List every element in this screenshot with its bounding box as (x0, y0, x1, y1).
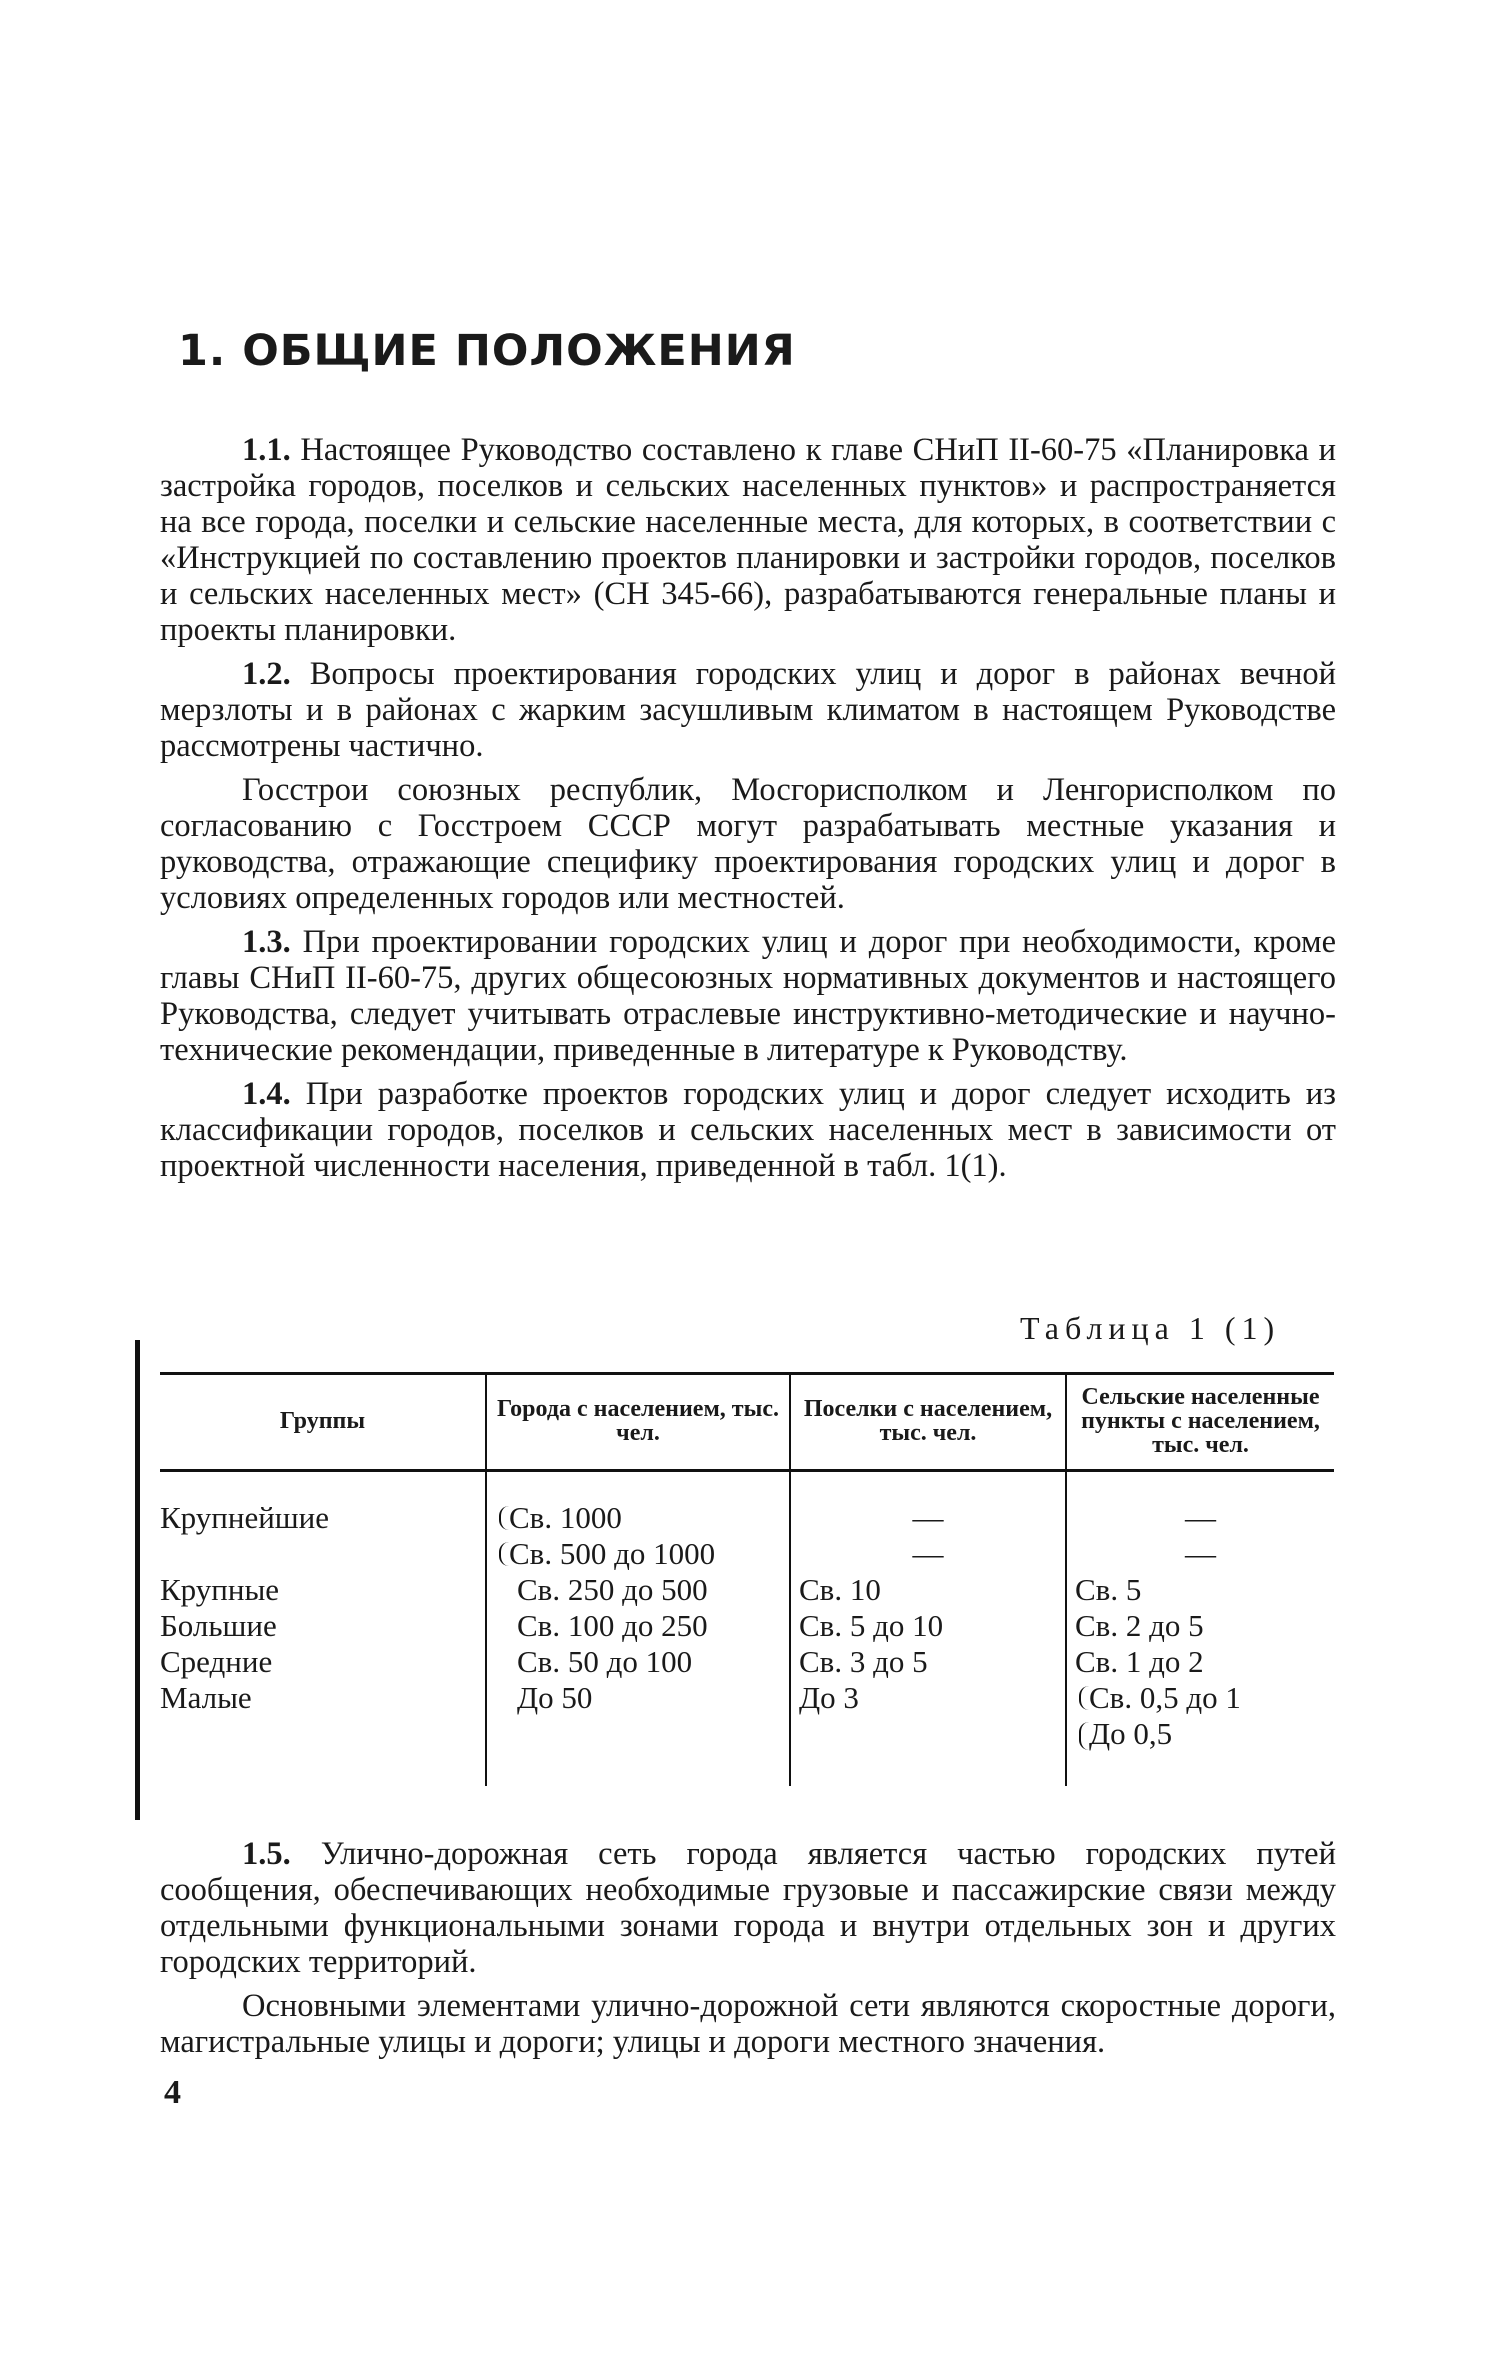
table-cell: — (790, 1471, 1066, 1537)
table-cell (790, 1716, 1066, 1786)
table-row (160, 1680, 1334, 1716)
paragraph-1-5 (160, 1836, 1336, 1980)
section-heading: 1. ОБЩИЕ ПОЛОЖЕНИЯ (178, 326, 796, 376)
table-left-border (135, 1340, 140, 1820)
table-cell: Крупнейшие (160, 1500, 330, 1535)
paragraph-number: 1.5. (242, 1836, 291, 1872)
table-row (160, 1572, 1334, 1608)
paragraph-text: При разработке проектов городских улиц и дорог следует исходить из классификации городов, поселков и сельских населенных мест в зависимости от проектной численности населения, приведенной в табл. 1(1). (160, 1076, 1336, 1184)
table-row (160, 1471, 1334, 1537)
paragraph-text: Основными элементами улично-дорожной сети являются скоростные дороги, магистральные улицы и дороги; улицы и дороги местного значения. (160, 1988, 1336, 2060)
table-cell: — (1066, 1536, 1334, 1572)
page-number: 4 (164, 2074, 181, 2111)
paragraph-1-3 (160, 924, 1336, 1068)
header-rural: Сельские населенные пункты с населением, тыс. чел. (1066, 1374, 1334, 1471)
paragraph-gosstroi (160, 772, 1336, 916)
table-header-row (160, 1374, 1334, 1471)
table-cell: До 50 (486, 1680, 790, 1716)
table-row (160, 1716, 1334, 1786)
paragraph-text: При проектировании городских улиц и дорог при необходимости, кроме главы СНиП II-60-75, других общесоюзных нормативных документов и настоящего Руководства, следует учитывать отраслевые инструктивно-методические и научно-технические рекомендации, приведенные в литературе к Руководству. (160, 924, 1336, 1068)
table-row (160, 1644, 1334, 1680)
paragraph-text: Госстрои союзных республик, Мосгорисполком и Ленгорисполком по согласованию с Госстроем СССР могут разрабатывать местные указания и руководства, отражающие специфику проектирования городских улиц и дорог в условиях определенных городов или местностей. (160, 772, 1336, 916)
table-cell: Крупные (160, 1572, 280, 1607)
table-cell: Малые (160, 1680, 252, 1715)
table-cell (160, 1716, 486, 1786)
table-cell: Св. 5 до 10 (790, 1608, 1066, 1644)
table-cell: Св. 1 до 2 (1066, 1644, 1334, 1680)
header-settlements: Поселки с населением, тыс. чел. (790, 1374, 1066, 1471)
header-groups: Группы (160, 1374, 486, 1471)
body-text-top (160, 432, 1336, 1192)
table-cell (486, 1716, 790, 1786)
table-cell: Св. 250 до 500 (486, 1572, 790, 1608)
paragraph-elements (160, 1988, 1336, 2060)
table-cell: — (790, 1536, 1066, 1572)
paragraph-number: 1.2. (242, 656, 291, 692)
table-cell: Св. 0,5 до 1 (1066, 1680, 1334, 1716)
table-cell: Св. 1000 (486, 1471, 790, 1537)
table-cell: Большие (160, 1608, 277, 1643)
paragraph-number: 1.4. (242, 1076, 291, 1112)
paragraph-text: Улично-дорожная сеть города является частью городских путей сообщения, обеспечивающих необходимые грузовые и пассажирские связи между отдельными функциональными зонами города и внутри отдельных зон и других городских территорий. (160, 1836, 1336, 1980)
table-cell: Св. 5 (1066, 1572, 1334, 1608)
table-cell: Св. 2 до 5 (1066, 1608, 1334, 1644)
table-cell: Средние (160, 1644, 273, 1679)
paragraph-number: 1.1. (242, 432, 291, 468)
classification-table (160, 1372, 1334, 1786)
body-text-bottom (160, 1836, 1336, 2068)
table-cell: До 3 (790, 1680, 1066, 1716)
paragraph-number: 1.3. (242, 924, 291, 960)
table-cell: Св. 100 до 250 (486, 1608, 790, 1644)
paragraph-1-4 (160, 1076, 1336, 1184)
table-row (160, 1608, 1334, 1644)
table-caption: Таблица 1 (1) (1020, 1310, 1281, 1346)
table-cell (160, 1536, 486, 1572)
table-cell: Св. 50 до 100 (486, 1644, 790, 1680)
table-cell: — (1066, 1471, 1334, 1537)
paragraph-1-2 (160, 656, 1336, 764)
paragraph-1-1 (160, 432, 1336, 648)
header-cities: Города с населением, тыс. чел. (486, 1374, 790, 1471)
table-cell: До 0,5 (1066, 1716, 1334, 1786)
table-cell: Св. 10 (790, 1572, 1066, 1608)
table-row (160, 1536, 1334, 1572)
table-cell: Св. 500 до 1000 (486, 1536, 790, 1572)
table-cell: Св. 3 до 5 (790, 1644, 1066, 1680)
paragraph-text: Вопросы проектирования городских улиц и дорог в районах вечной мерзлоты и в районах с жарким засушливым климатом в настоящем Руководстве рассмотрены частично. (160, 656, 1336, 764)
paragraph-text: Настоящее Руководство составлено к главе СНиП II-60-75 «Планировка и застройка городов, поселков и сельских населенных пунктов» и распространяется на все города, поселки и сельские населенные места, для которых, в соответствии с «Инструкцией по составлению проектов планировки и застройки городов, поселков и сельских населенных мест» (СН 345-66), разрабатываются генеральные планы и проекты планировки. (160, 432, 1336, 648)
